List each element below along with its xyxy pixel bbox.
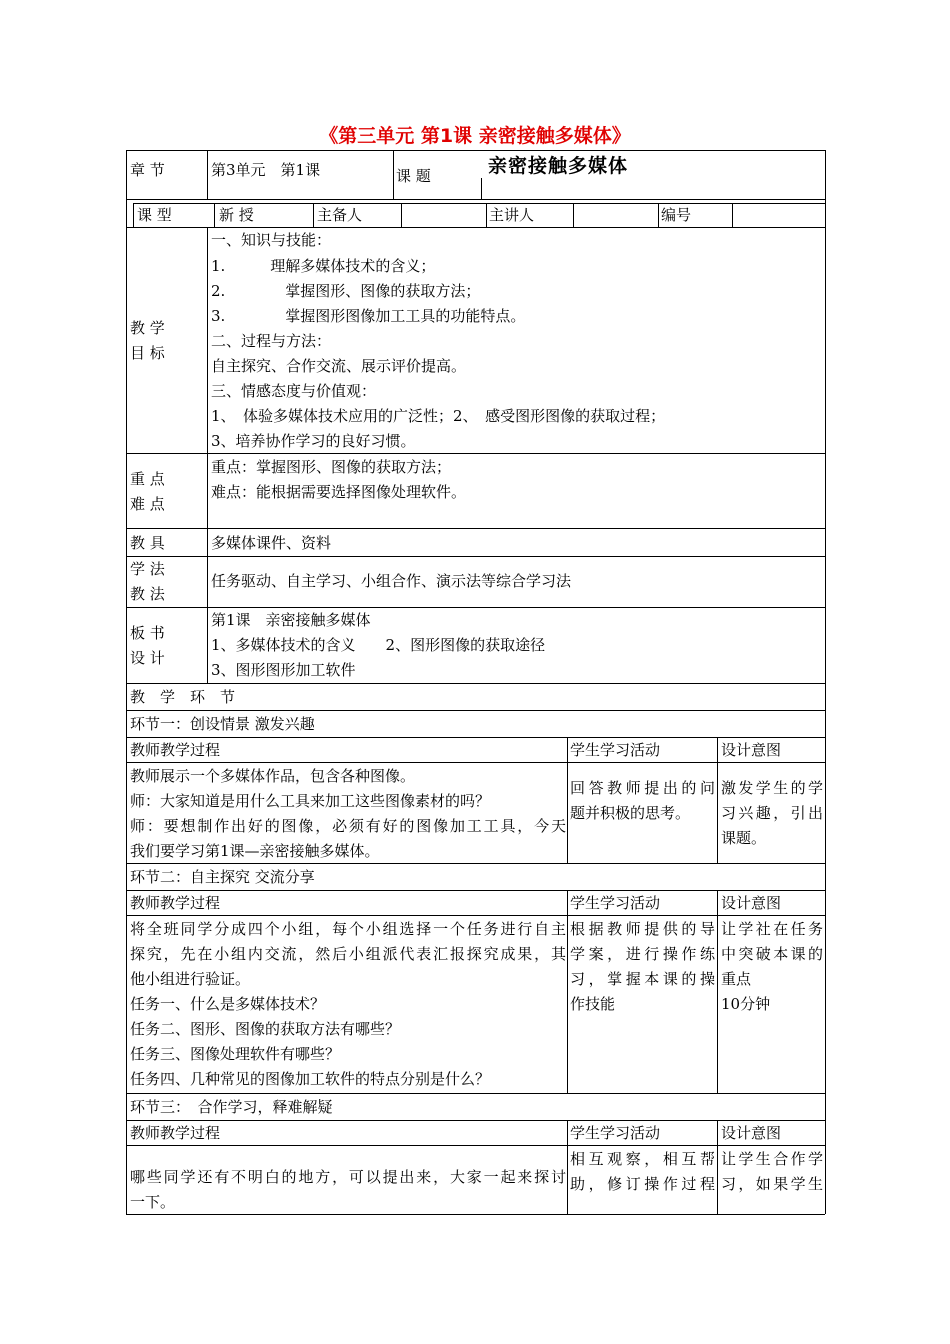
student-line: 相互观察，相互帮 <box>570 1150 715 1168</box>
type-label: 课 型 <box>137 206 172 224</box>
preparer-label: 主备人 <box>317 206 363 224</box>
board-label-1: 板 书 <box>130 624 165 642</box>
tools-label: 教 具 <box>130 534 165 552</box>
goals-line: 自主探究、合作交流、展示评价提高。 <box>211 357 467 375</box>
teacher-col-header: 教师教学过程 <box>130 894 221 912</box>
teacher-line: 任务一、什么是多媒体技术？ <box>130 995 326 1013</box>
topic-value: 亲密接触多媒体 <box>488 155 629 177</box>
goals-line: 3、培养协作学习的良好习惯。 <box>211 432 416 450</box>
teacher-line: 任务三、图像处理软件有哪些？ <box>130 1045 341 1063</box>
keypoints-line: 重点：掌握图形、图像的获取方法； <box>211 458 452 476</box>
teacher-line: 探究，先在小组内交流，然后小组派代表汇报探究成果，其 <box>130 945 566 963</box>
goals-line: 一、知识与技能： <box>211 231 332 249</box>
keypoints-label-1: 重 点 <box>130 470 165 488</box>
chapter-value: 第3单元 第1课 <box>211 161 321 179</box>
intent-line: 激发学生的学 <box>721 779 823 797</box>
goals-line: 1、 体验多媒体技术应用的广泛性；2、 感受图形图像的获取过程； <box>211 407 666 425</box>
goals-line: 三、情感态度与价值观： <box>211 382 377 400</box>
teacher-line: 任务二、图形、图像的获取方法有哪些？ <box>130 1020 401 1038</box>
type-value: 新 授 <box>219 206 254 224</box>
goals-line: 3. 掌握图形图像加工工具的功能特点。 <box>211 307 526 325</box>
student-line: 助，修订操作过程 <box>570 1175 715 1193</box>
stage-title: 环节一：创设情景 激发兴趣 <box>130 715 315 733</box>
document-title: 《第三单元 第1课 亲密接触多媒体》 <box>319 125 631 147</box>
intent-line: 重点 <box>721 970 752 988</box>
teacher-line: 将全班同学分成四个小组，每个小组选择一个任务进行自主 <box>130 920 566 938</box>
intent-line: 让学生合作学 <box>721 1150 823 1168</box>
student-line: 回答教师提出的问 <box>570 779 715 797</box>
goals-line: 二、过程与方法： <box>211 332 332 350</box>
keypoints-line: 难点：能根据需要选择图像处理软件。 <box>211 483 467 501</box>
number-label: 编号 <box>661 206 692 224</box>
student-line: 题并积极的思考。 <box>570 804 691 822</box>
intent-line: 习兴趣，引出 <box>721 804 823 822</box>
student-col-header: 学生学习活动 <box>570 741 661 759</box>
teacher-line: 我们要学习第1课—亲密接触多媒体。 <box>130 842 380 860</box>
goals-line: 1. 理解多媒体技术的含义； <box>211 257 436 275</box>
section-header: 教 学 环 节 <box>130 688 236 706</box>
stage-title: 环节二：自主探究 交流分享 <box>130 868 315 886</box>
methods-value: 任务驱动、自主学习、小组合作、演示法等综合学习法 <box>211 572 572 590</box>
intent-line: 课题。 <box>721 829 767 847</box>
intent-line: 习，如果学生 <box>721 1175 823 1193</box>
board-line: 第1课 亲密接触多媒体 <box>211 611 371 629</box>
student-col-header: 学生学习活动 <box>570 1124 661 1142</box>
student-line: 学案，进行操作练 <box>570 945 715 963</box>
teacher-line: 一下。 <box>130 1193 176 1211</box>
student-line: 根据教师提供的导 <box>570 920 715 938</box>
goals-label-2: 目 标 <box>130 344 165 362</box>
methods-label-1: 学 法 <box>130 560 165 578</box>
board-line: 3、图形图形加工软件 <box>211 661 356 679</box>
teacher-line: 他小组进行验证。 <box>130 970 251 988</box>
board-line: 1、多媒体技术的含义 2、图形图像的获取途径 <box>211 636 546 654</box>
intent-line: 中突破本课的 <box>721 945 823 963</box>
topic-label: 课 题 <box>396 167 431 185</box>
lecturer-label: 主讲人 <box>489 206 535 224</box>
intent-line: 10分钟 <box>721 995 771 1013</box>
teacher-col-header: 教师教学过程 <box>130 1124 221 1142</box>
teacher-line: 任务四、几种常见的图像加工软件的特点分别是什么？ <box>130 1070 491 1088</box>
teacher-line: 师：大家知道是用什么工具来加工这些图像素材的吗？ <box>130 792 491 810</box>
tools-value: 多媒体课件、资料 <box>211 534 332 552</box>
student-col-header: 学生学习活动 <box>570 894 661 912</box>
intent-col-header: 设计意图 <box>721 741 782 759</box>
intent-col-header: 设计意图 <box>721 894 782 912</box>
intent-line: 让学社在任务 <box>721 920 823 938</box>
goals-label-1: 教 学 <box>130 319 165 337</box>
chapter-label: 章 节 <box>130 161 165 179</box>
teacher-col-header: 教师教学过程 <box>130 741 221 759</box>
stage-title: 环节三： 合作学习，释难解疑 <box>130 1098 333 1116</box>
teacher-line: 师：要想制作出好的图像，必须有好的图像加工工具，今天 <box>130 817 566 835</box>
intent-col-header: 设计意图 <box>721 1124 782 1142</box>
teacher-line: 教师展示一个多媒体作品，包含各种图像。 <box>130 767 416 785</box>
student-line: 作技能 <box>570 995 616 1013</box>
goals-line: 2. 掌握图形、图像的获取方法； <box>211 282 481 300</box>
student-line: 习，掌握本课的操 <box>570 970 715 988</box>
keypoints-label-2: 难 点 <box>130 495 165 513</box>
teacher-line: 哪些同学还有不明白的地方，可以提出来，大家一起来探讨 <box>130 1168 566 1186</box>
board-label-2: 设 计 <box>130 649 165 667</box>
methods-label-2: 教 法 <box>130 585 165 603</box>
